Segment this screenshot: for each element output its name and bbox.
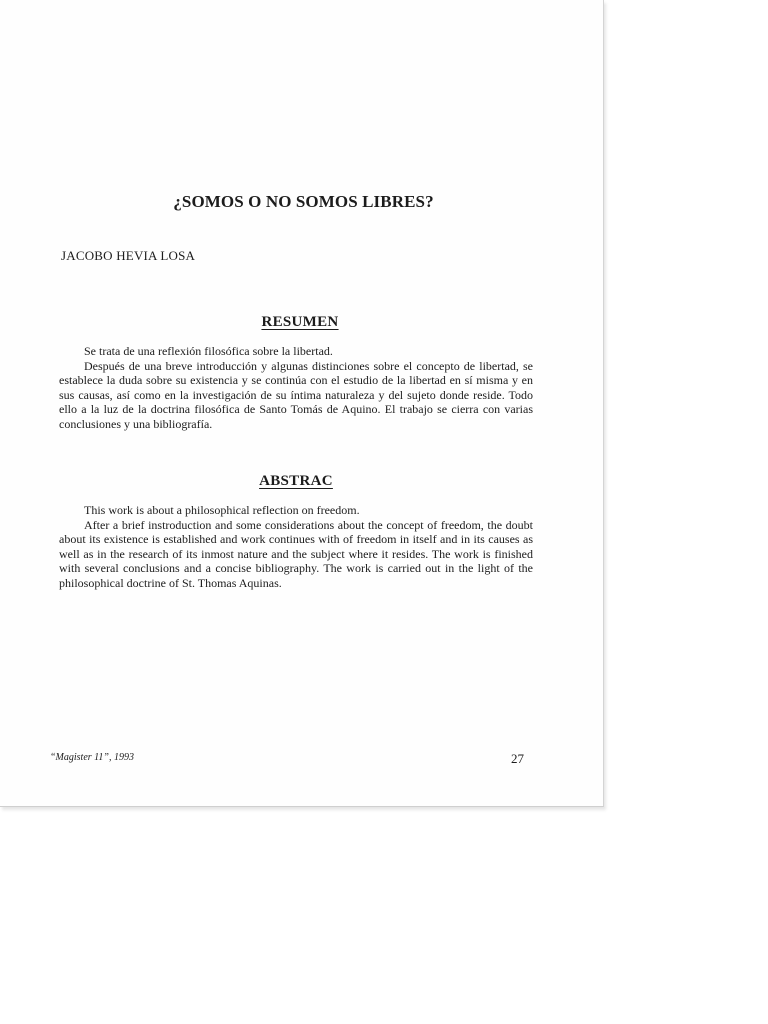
- abstract-heading: [196, 473, 396, 490]
- abstract-body: [59, 503, 533, 591]
- resumen-paragraph: Se trata de una reflexión filosófica sobre la libertad.: [84, 344, 333, 358]
- abstract-paragraph: This work is about a philosophical reflection on freedom.: [84, 503, 360, 517]
- abstract-heading-text: ABSTRAC: [259, 473, 333, 489]
- resumen-paragraph: Después de una breve introducción y algunas distinciones sobre el concepto de libertad, se establece la duda sobre su existencia y se continúa con el estudio de la libertad en sí misma y en sus causas, así como en la investigación de su íntima naturaleza y del sujeto donde reside. Todo ello a la luz de la doctrina filosófica de Santo Tomás de Aquino. El trabajo se cierra con varias conclusiones y una bibliografía.: [59, 358, 533, 431]
- journal-citation: “Magister 11”, 1993: [50, 752, 134, 763]
- resumen-heading-text: RESUMEN: [261, 314, 339, 330]
- abstract-paragraph: After a brief instroduction and some considerations about the concept of freedom, the doubt about its existence is established and work continues with of freedom in itself and in its causes as well as in the research of its inmost nature and the subject where it resides. The work is finished with several conclusions and a concise bibliography. The work is carried out in the light of the philosophical doctrine of St. Thomas Aquinas.: [59, 517, 533, 590]
- resumen-heading: [200, 314, 400, 331]
- author-name: JACOBO HEVIA LOSA: [61, 248, 196, 263]
- resumen-body: [59, 344, 533, 432]
- page-number: 27: [511, 751, 524, 766]
- article-title: ¿SOMOS O NO SOMOS LIBRES?: [173, 192, 434, 211]
